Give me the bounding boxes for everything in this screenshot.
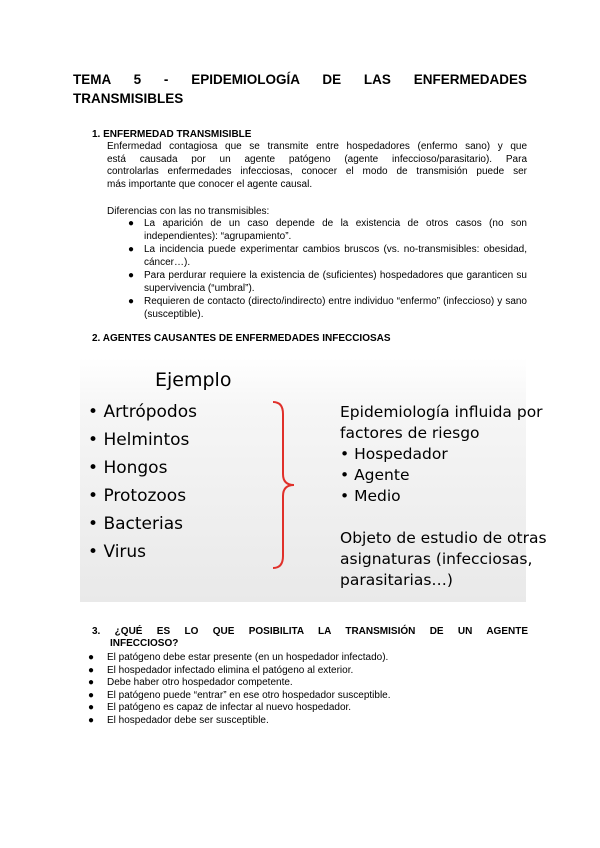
note-line: • Medio: [340, 487, 401, 505]
bullet-icon: ●: [128, 270, 135, 281]
agent-item: • Artrópodos: [88, 402, 197, 422]
list-item: ● El patógeno debe estar presente (en un hospedador infectado).: [88, 652, 389, 663]
note-line: parasitarias…): [340, 571, 453, 589]
list-item: ● Requieren de contacto (directo/indirecto) entre individuo “enfermo” (infeccioso) y sano (susceptible).: [128, 296, 527, 320]
bullet-icon: ●: [88, 689, 95, 701]
list-item: ● Debe haber otro hospedador competente.: [88, 677, 293, 688]
list-item: ● El patógeno puede “entrar” en ese otro hospedador susceptible.: [88, 689, 391, 701]
list-item: ● Para perdurar requiere la existencia de (suficientes) hospedadores que garanticen su supervivencia (“umbral”).: [128, 270, 527, 294]
bullet-icon: ●: [88, 677, 95, 688]
list-item: ● El hospedador infectado elimina el patógeno al exterior.: [88, 664, 354, 676]
section-1-heading: 1. ENFERMEDAD TRANSMISIBLE: [92, 129, 252, 140]
note-line: • Hospedador: [340, 445, 448, 463]
agent-item: • Hongos: [88, 458, 168, 478]
section-3-heading: 3. ¿QUÉ ES LO QUE POSIBILITA LA TRANSMISIÓN DE UN AGENTE INFECCIOSO?: [92, 626, 528, 649]
section-1-intro: [107, 141, 527, 191]
document-title: [73, 70, 527, 108]
differences-label: Diferencias con las no transmisibles:: [107, 206, 270, 217]
example-notes: [340, 402, 547, 591]
list-item: ● El patógeno es capaz de infectar al nuevo hospedador.: [88, 702, 352, 713]
note-line: factores de riesgo: [340, 424, 480, 442]
title-line-1: TEMA 5 - EPIDEMIOLOGÍA DE LAS ENFERMEDADES: [73, 72, 527, 87]
transmission-conditions-list: [88, 652, 528, 727]
section-2-heading: 2. AGENTES CAUSANTES DE ENFERMEDADES INFECCIOSAS: [92, 333, 391, 344]
intro-line: más importante que conocer el agente causal.: [107, 178, 313, 190]
example-slide: [80, 358, 547, 602]
note-line: asignaturas (infecciosas,: [340, 550, 533, 568]
bullet-icon: ●: [88, 714, 95, 726]
title-line-2: TRANSMISIBLES: [73, 91, 184, 106]
bullet-icon: ●: [88, 702, 95, 713]
agent-item: • Helmintos: [88, 430, 190, 450]
agent-item: • Virus: [88, 542, 147, 562]
bullet-icon: ●: [88, 652, 95, 663]
bullet-icon: ●: [128, 244, 135, 255]
list-item: ● La incidencia puede experimentar cambios bruscos (vs. no-transmisibles: obesidad, cáncer…).: [128, 244, 527, 268]
intro-line: Enfermedad contagiosa que se transmite entre hospedadores (enfermo sano) y que: [107, 141, 527, 152]
differences-list: [128, 218, 527, 322]
example-title: Ejemplo: [155, 369, 232, 391]
list-item: ● La aparición de un caso depende de la existencia de otros casos (no son independientes): “agrupamiento”.: [128, 218, 527, 242]
intro-line: está causada por un agente patógeno (agente infeccioso/parasitario). Para: [107, 153, 527, 165]
agent-item: • Protozoos: [88, 486, 187, 506]
agents-list: [88, 398, 197, 566]
list-item: ● El hospedador debe ser susceptible.: [88, 714, 269, 726]
note-line: Epidemiología influida por: [340, 403, 543, 421]
agent-item: • Bacterias: [88, 514, 183, 534]
curly-brace-icon: [270, 400, 300, 570]
intro-line: controlarlas enfermedades infecciosas, conocer el modo de transmisión puede ser: [107, 166, 527, 177]
note-line: • Agente: [340, 466, 410, 484]
bullet-icon: ●: [88, 664, 95, 676]
bullet-icon: ●: [128, 218, 135, 229]
bullet-icon: ●: [128, 296, 135, 307]
note-line: Objeto de estudio de otras: [340, 529, 547, 547]
